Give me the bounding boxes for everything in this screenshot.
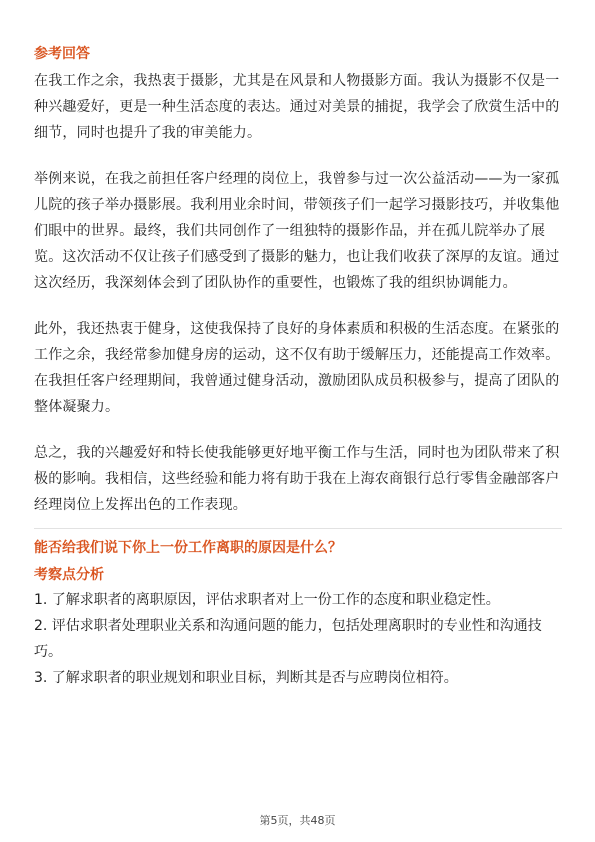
analysis-point-2: 2. 评估求职者处理职业关系和沟通问题的能力，包括处理离职时的专业性和沟通技巧。 [34, 618, 542, 660]
answer-paragraph-2: 举例来说，在我之前担任客户经理的岗位上，我曾参与过一次公益活动——为一家孤儿院的孩子举办摄影展。我利用业余时间，带领孩子们一起学习摄影技巧，并收集他们眼中的世界。最终，我们共同创作了一组独特的摄影作品，并在孤儿院举办了展览。这次活动不仅让孩子们感受到了摄影的魅力，也让我们收获了深厚的友谊。通过这次经历，我深刻体会到了团队协作的重要性，也锻炼了我的组织协调能力。 [34, 171, 560, 291]
analysis-point-1: 1. 了解求职者的离职原因，评估求职者对上一份工作的态度和职业稳定性。 [34, 592, 500, 608]
section-divider [34, 528, 562, 529]
analysis-heading: 考察点分析 [34, 567, 104, 583]
answer-paragraph-3: 此外，我还热衷于健身，这使我保持了良好的身体素质和积极的生活态度。在紧张的工作之余，我经常参加健身房的运动，这不仅有助于缓解压力，还能提高工作效率。在我担任客户经理期间，我曾通过健身活动，激励团队成员积极参与，提高了团队的整体凝聚力。 [34, 321, 560, 415]
question-title: 能否给我们说下你上一份工作离职的原因是什么？ [34, 540, 342, 556]
answer-paragraph-4: 总之，我的兴趣爱好和特长使我能够更好地平衡工作与生活，同时也为团队带来了积极的影响。我相信，这些经验和能力将有助于我在上海农商银行总行零售金融部客户经理岗位上发挥出色的工作表现。 [34, 445, 560, 513]
reference-answer-heading: 参考回答 [34, 46, 90, 62]
answer-paragraph-1: 在我工作之余，我热衷于摄影，尤其是在风景和人物摄影方面。我认为摄影不仅是一种兴趣爱好，更是一种生活态度的表达。通过对美景的捕捉，我学会了欣赏生活中的细节，同时也提升了我的审美能力。 [34, 73, 560, 141]
page-content [34, 44, 562, 691]
analysis-point-3: 3. 了解求职者的职业规划和职业目标，判断其是否与应聘岗位相符。 [34, 670, 458, 686]
page-number-footer: 第5页，共48页 [259, 814, 336, 827]
